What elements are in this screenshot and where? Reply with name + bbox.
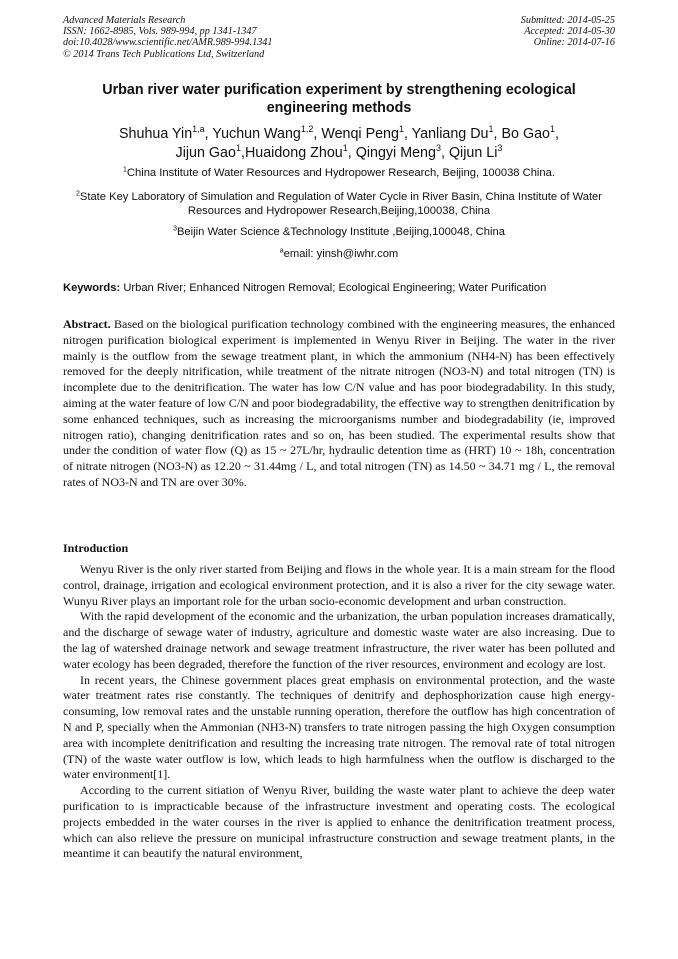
affiliation-3: $^3$Beijin Water Science &Technology Institute ,Beijing,100048, China [173, 225, 505, 238]
abstract [63, 317, 615, 491]
author: Jijun Gao$^1$ [175, 143, 241, 161]
paper-title: Urban river water purification experiment by strengthening ecological engineering methods [102, 82, 576, 116]
affiliation-2: $^2$State Key Laboratory of Simulation and Regulation of Water Cycle in River Basin, China Institute of Water Resources and Hydropower Research,Beijing,100038, China [75, 190, 603, 217]
journal-doi: doi:10.4028/www.scientific.net/AMR.989-994.1341 [63, 37, 273, 49]
journal-issn: ISSN: 1662-8985, Vols. 989-994, pp 1341-1347 [63, 26, 257, 38]
date-online: Online: 2014-07-16 [533, 37, 615, 49]
date-submitted: Submitted: 2014-05-25 [520, 15, 615, 26]
affiliation-1: $^1$China Institute of Water Resources and Hydropower Research, Beijing, 100038 China. [123, 166, 555, 179]
paragraph: In recent years, the Chinese government places great emphasis on environmental protection, and the waste water treatment rates rise constantly. The techniques of denitrify and dephosphorization cause high energy-consuming, low removal rates and the unstable running operation, therefore the outflow has high concentration of N and P, specially when the Ammonian (NH3-N) transfers to trate nitrogen passing the high Oxygen consumption area with incomplete denitrification and resulting the increasing trate nitrogen. The removal rate of total nitrogen (TN) of the waste water outflow is low, which leads to high harmfulness when the outflow is discharged to the water environment[1]. [63, 672, 615, 782]
abstract-text: Based on the biological purification technology combined with the engineering measures, the enhanced nitrogen purification biological experiment is implemented in Wenyu River in Beijing. The water in the river mainly is the outflow from the sewage treatment plant, in which the ammonium (NH4-N) has been effectively removed for the deeply nitrification, while treatment of the nitrate nitrogen (NO3-N) and total nitrogen (TN) is incomplete due to the denitrification. The water has low C/N value and has poor biodegradability. In this study, aiming at the water feature of low C/N and poor biodegradability, the effective way to strengthen denitrification by some enhanced techniques, such as increasing the microorganisms number and biodegradability (ie, improved nitrogen ratio), changing denitrification rates and so on, has been studied. The experimental results show that under the condition of water flow (Q) as 15 ~ 27L/hr, hydraulic detention time as (HRT) 10 ~ 18h, concentration of nitrate nitrogen (NO3-N) as 12.20 ~ 31.44mg / L, and total nitrogen (TN) as 14.50 ~ 34.71 mg / L, the removal rates of NO3-N and TN are over 30%. [63, 317, 616, 489]
author: Bo Gao$^1$ [501, 124, 555, 142]
author: Qingyi Meng$^3$ [355, 143, 441, 161]
paragraph: Wenyu River is the only river started from Beijing and flows in the whole year. It is a main stream for the flood control, drainage, irrigation and ecological environment protection, and it is also a river for the city sewage water. Wunyu River plays an important role for the urban socio-economic development and urban construction. [63, 562, 615, 608]
journal-name: Advanced Materials Research [63, 15, 186, 26]
author: Wenqi Peng$^1$ [321, 124, 404, 142]
abstract-label: Abstract. [63, 317, 111, 331]
author: Yuchun Wang$^{1,2}$ [212, 124, 314, 142]
author: Huaidong Zhou$^1$ [244, 143, 348, 161]
author: Qijun Li$^3$ [448, 143, 503, 161]
journal-info [63, 15, 272, 60]
publication-dates [521, 15, 615, 49]
paragraph: With the rapid development of the economic and the urbanization, the urban population increases dramatically, and the discharge of sewage water of industry, agriculture and domestic waste water are also increasing. Due to the lag of watershed drainage network and sewage treatment infrastructure, the river water has been polluted and water ecology has been degraded, therefore the function of the river resources, environment and ecology are lost. [63, 609, 615, 671]
keywords-label: Keywords: [63, 282, 121, 294]
date-accepted: Accepted: 2014-05-30 [524, 26, 615, 38]
keywords [63, 281, 623, 295]
section-heading-introduction: Introduction [63, 541, 129, 555]
introduction-body [63, 562, 615, 862]
journal-copyright: © 2014 Trans Tech Publications Ltd, Switzerland [63, 48, 265, 60]
author-list: Shuhua Yin$^{1,a}$, Yuchun Wang$^{1,2}$, Wenqi Peng$^1$, Yanliang Du$^1$, Bo Gao$^1$, Jijun Gao$^1$,Huaidong Zhou$^1$, Qingyi Meng$^3$, Qijun Li$^3$ [119, 124, 559, 161]
keywords-text: Urban River; Enhanced Nitrogen Removal; Ecological Engineering; Water Purification [123, 282, 547, 294]
author: Yanliang Du$^1$ [411, 124, 494, 142]
paragraph: According to the current sitiation of Wenyu River, building the waste water plant to achieve the deep water purification to is impracticable because of the infrastructure investment and operating costs. The ecological projects embedded in the water courses in the river is applied to enhance the denitrification treatment process, which can also relieve the pressure on municipal infrastructure construction and sewage treatment plants, in the meantime it can beautify the natural environment, [63, 783, 615, 861]
author-email: $^a$email: yinsh@iwhr.com [279, 247, 399, 260]
author: Shuhua Yin$^{1,a}$ [119, 124, 205, 142]
